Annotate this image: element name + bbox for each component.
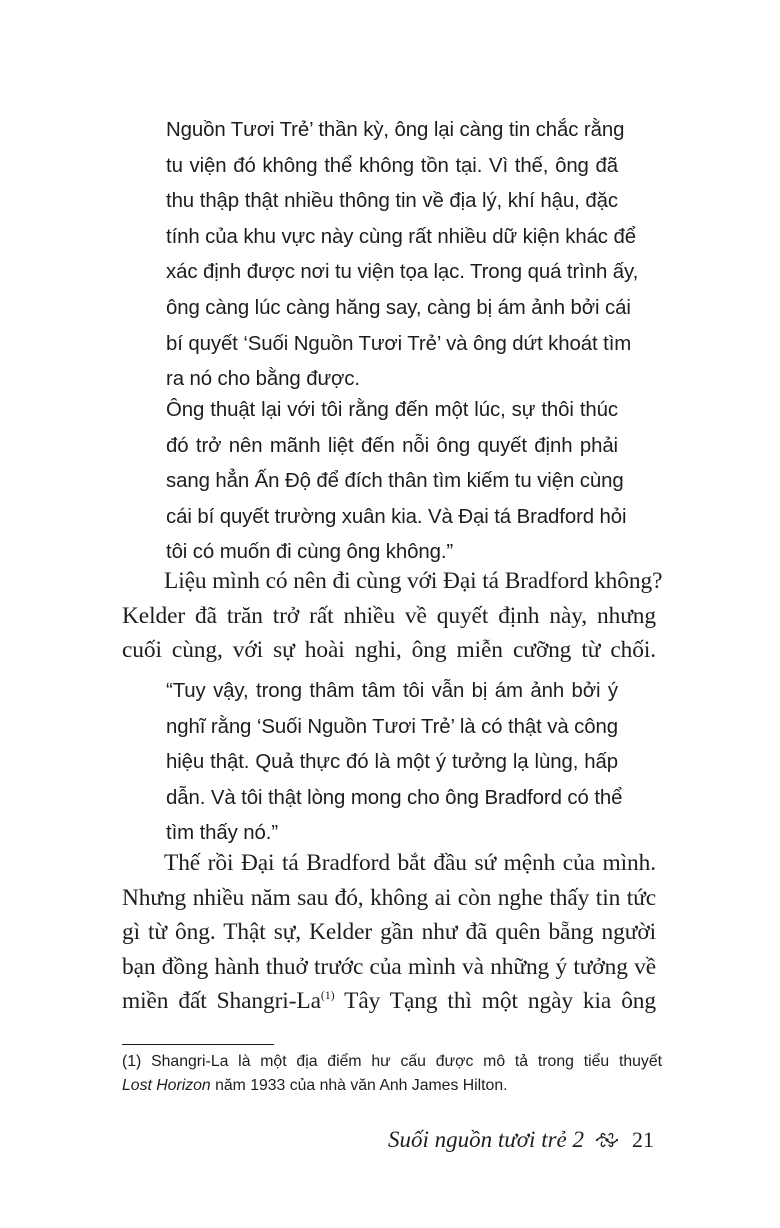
quote-1-line: xác định được nơi tu viện tọa lạc. Trong quá trình ấy, xyxy=(166,261,639,284)
quote-block-1 xyxy=(166,113,639,398)
book-series-title: Suối nguồn tươi trẻ 2 xyxy=(387,1127,584,1152)
footnote xyxy=(122,1050,662,1098)
narrative-paragraph-2 xyxy=(122,846,656,1019)
paragraph-2-text: Tây Tạng thì một ngày kia ông xyxy=(334,988,656,1015)
footnote-divider xyxy=(122,1044,274,1045)
quote-2-line: sang hẳn Ấn Độ để đích thân tìm kiếm tu viện cùng xyxy=(166,470,624,493)
paragraph-1-line: Kelder đã trăn trở rất nhiều về quyết định này, nhưng xyxy=(122,602,656,629)
running-footer xyxy=(388,1120,654,1160)
footnote-text: năm 1933 của nhà văn Anh James Hilton. xyxy=(210,1077,508,1094)
quote-1-line: Nguồn Tươi Trẻ’ thần kỳ, ông lại càng tin chắc rằng xyxy=(166,119,625,141)
footnote-reference: (1) xyxy=(320,988,335,1003)
footnote-line: (1) Shangri-La là một địa điểm hư cấu được mô tả trong tiểu thuyết xyxy=(122,1053,662,1070)
quote-2-line: Ông thuật lại với tôi rằng đến một lúc, sự thôi thúc xyxy=(166,399,618,421)
quote-1-line: tính của khu vực này cùng rất nhiều dữ kiện khác để xyxy=(166,225,636,248)
book-title: Lost Horizon xyxy=(122,1077,211,1094)
footnote-line xyxy=(122,1074,662,1098)
paragraph-1-line: cuối cùng, với sự hoài nghi, ông miễn cưỡng từ chối. xyxy=(122,637,656,664)
quote-3-line: nghĩ rằng ‘Suối Nguồn Tươi Trẻ’ là có thật và công xyxy=(166,715,618,738)
quote-1-line: bí quyết ‘Suối Nguồn Tươi Trẻ’ và ông dứt khoát tìm xyxy=(166,332,632,355)
quote-3-line: dẫn. Và tôi thật lòng mong cho ông Bradford có thể xyxy=(166,786,623,809)
paragraph-2-line: bạn đồng hành thuở trước của mình và những ý tưởng về xyxy=(122,953,656,980)
quote-1-line: ra nó cho bằng được. xyxy=(166,368,360,391)
narrative-paragraph-1 xyxy=(122,564,663,668)
paragraph-1-line: Liệu mình có nên đi cùng với Đại tá Bradford không? xyxy=(164,568,663,594)
page-number: 21 xyxy=(632,1127,654,1152)
floral-ornament-icon xyxy=(594,1129,620,1151)
quote-1-line: ông càng lúc càng hăng say, càng bị ám ảnh bởi cái xyxy=(166,296,631,319)
paragraph-2-line: Thế rồi Đại tá Bradford bắt đầu sứ mệnh của mình. xyxy=(164,850,656,876)
quote-2-line: đó trở nên mãnh liệt đến nỗi ông quyết định phải xyxy=(166,434,618,457)
quote-block-3 xyxy=(166,674,623,852)
quote-1-line: thu thập thật nhiều thông tin về địa lý, khí hậu, đặc xyxy=(166,190,618,213)
quote-1-line: tu viện đó không thể không tồn tại. Vì thế, ông đã xyxy=(166,154,618,177)
quote-3-line: hiệu thật. Quả thực đó là một ý tưởng lạ lùng, hấp xyxy=(166,751,618,774)
quote-block-2 xyxy=(166,393,627,571)
paragraph-2-text: miền đất Shangri-La xyxy=(122,988,321,1015)
quote-3-line: tìm thấy nó.” xyxy=(166,822,279,845)
quote-2-line: tôi có muốn đi cùng ông không.” xyxy=(166,541,454,564)
paragraph-2-line: gì từ ông. Thật sự, Kelder gần như đã quên bẵng người xyxy=(122,919,656,946)
paragraph-2-line xyxy=(122,984,656,1019)
quote-3-line: “Tuy vậy, trong thâm tâm tôi vẫn bị ám ảnh bởi ý xyxy=(166,680,618,702)
quote-2-line: cái bí quyết trường xuân kia. Và Đại tá Bradford hỏi xyxy=(166,505,627,528)
paragraph-2-line: Nhưng nhiều năm sau đó, không ai còn nghe thấy tin tức xyxy=(122,884,656,911)
